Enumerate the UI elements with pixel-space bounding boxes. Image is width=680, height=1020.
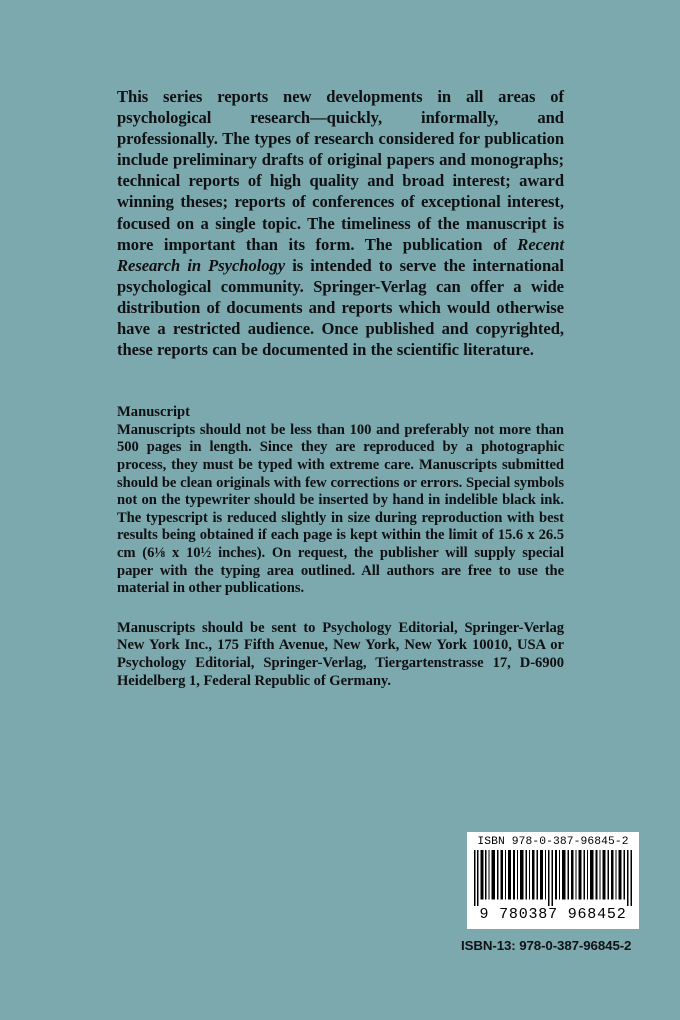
series-description-part1: This series reports new developments in all areas of psychological research—quickly, informally, and professionally. The types of research considered for publication include preliminary drafts of original papers and monographs; technical reports of high quality and broad interest; award winning theses; reports of conferences of exceptional interest, focused on a single topic. The timeliness of the manuscript is more important than its form. The publication of — [117, 87, 564, 254]
isbn13-text: ISBN-13: 978-0-387-96845-2 — [461, 938, 632, 953]
series-description-part2: is intended to serve the international psychological community. Springer-Verlag can offer a wide distribution of documents and reports which would otherwise have a restricted audience. Once published and copyrighted, these reports can be documented in the scientific literature. — [117, 255, 564, 360]
manuscript-section — [117, 404, 564, 690]
series-title-italic: Recent Research in Psychology — [117, 234, 564, 275]
manuscript-heading: Manuscript — [117, 404, 190, 421]
barcode-area — [467, 832, 639, 929]
cover-text-column — [117, 86, 564, 690]
manuscript-address-paragraph: Manuscripts should be sent to Psychology Editorial, Springer-Verlag New York Inc., 175 Fifth Avenue, New York, New York 10010, USA or Psychology Editorial, Springer-Verlag, Tiergartenstrasse 17, D-6900 Heidelberg 1, Federal Republic of Germany. — [117, 619, 564, 689]
barcode-isbn-label: ISBN 978-0-387-96845-2 — [477, 836, 629, 848]
series-description-paragraph — [117, 86, 564, 360]
barcode-box — [467, 832, 639, 929]
barcode-bars-icon — [473, 850, 633, 906]
manuscript-body-paragraph: Manuscripts should not be less than 100 and preferably not more than 500 pages in length. Since they are reproduced by a photographic process, they must be typed with extreme care. Manuscripts submitted should be clean originals with few corrections or errors. Special symbols not on the typewriter should be inserted by hand in indelible black ink. The typescript is reduced slightly in size during reproduction with best results being obtained if each page is kept within the limit of 15.6 x 26.5 cm (6⅛ x 10½ inches). On request, the publisher will supply special paper with the typing area outlined. All authors are free to use the material in other publications. — [117, 421, 564, 597]
barcode-digits: 9 780387 968452 — [479, 906, 627, 923]
